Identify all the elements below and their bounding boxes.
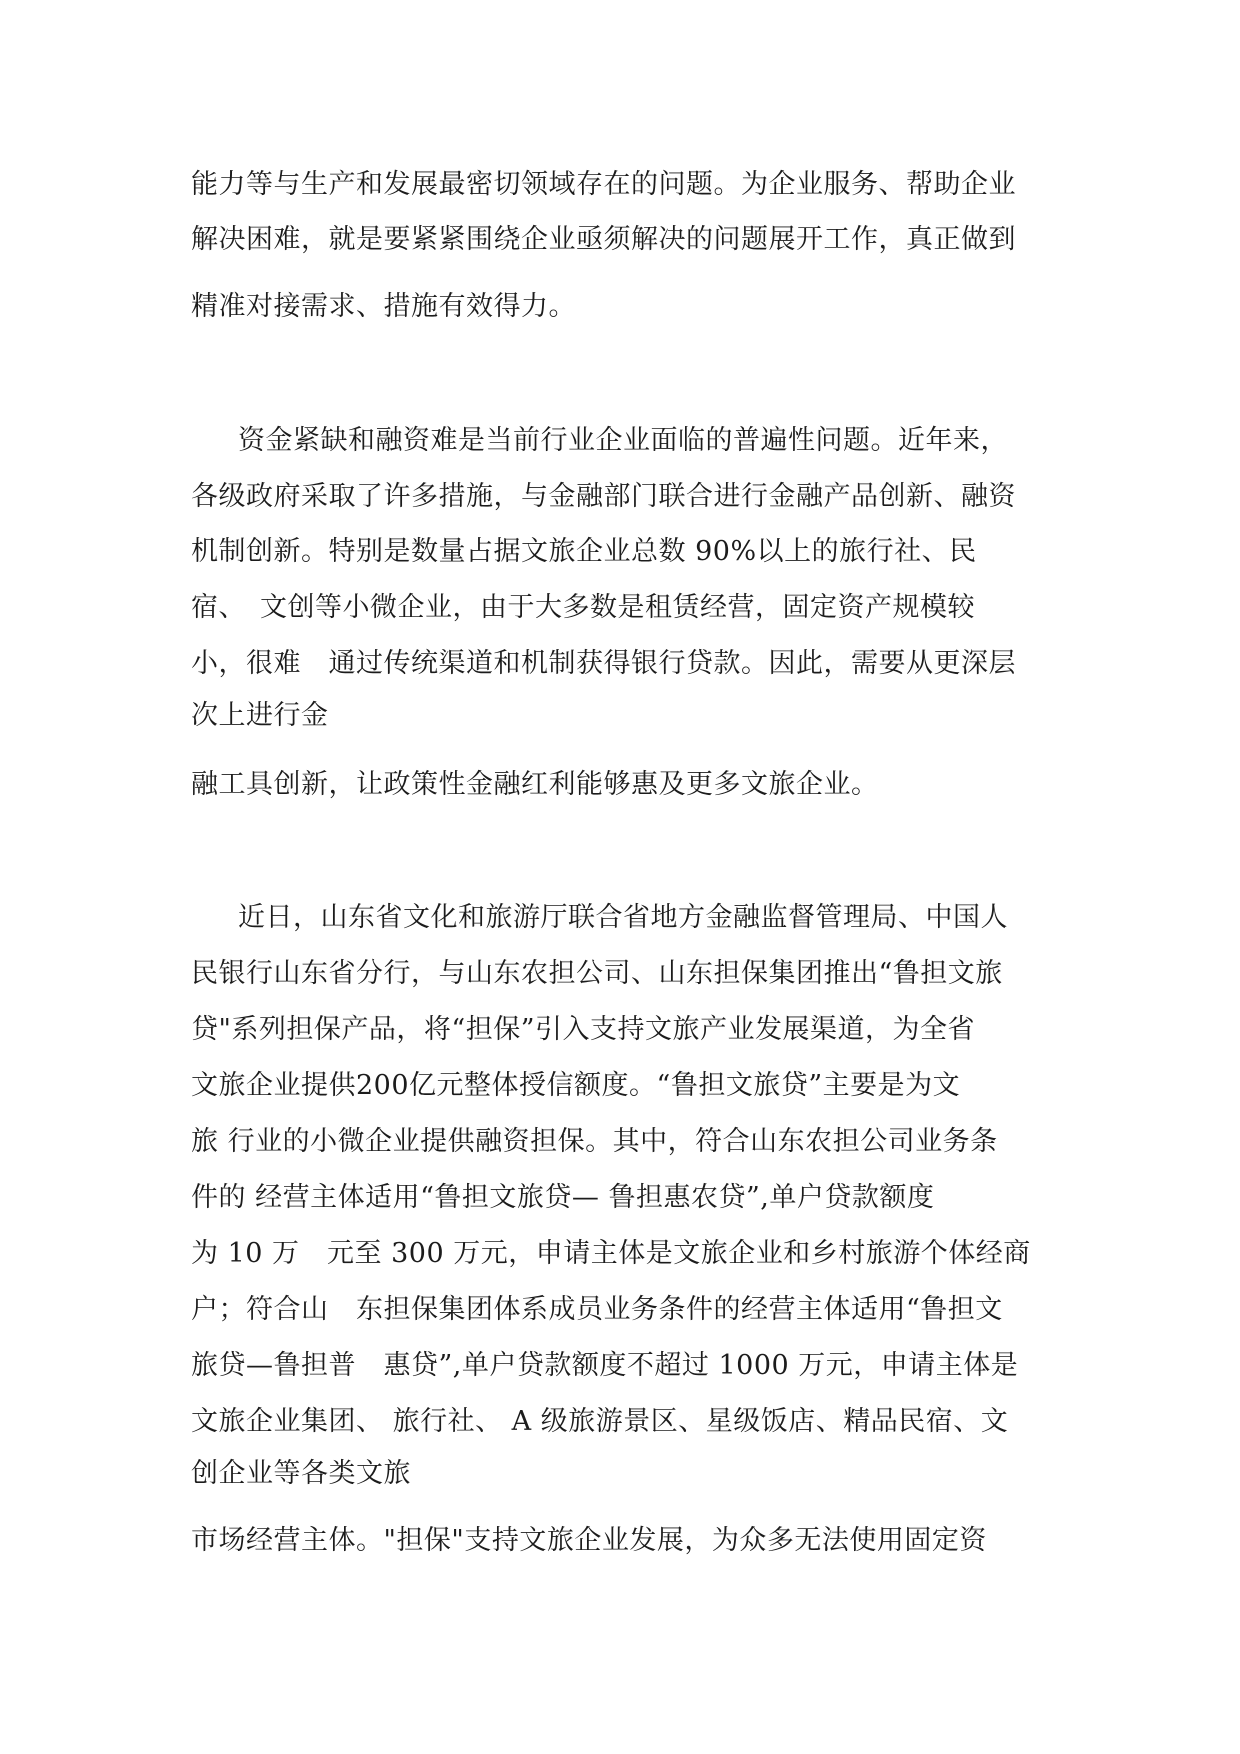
text-line: 市场经营主体。"担保"支持文旅企业发展，为众多无法使用固定资: [191, 1525, 987, 1556]
text-line: 能力等与生产和发展最密切领域存在的问题。为企业服务、帮助企业: [191, 169, 1016, 200]
text-line: 旅贷—鲁担普 惠贷”,单户贷款额度不超过 1000 万元，申请主体是: [191, 1350, 1019, 1381]
text-line: 贷"系列担保产品，将“担保”引入支持文旅产业发展渠道，为全省: [191, 1014, 976, 1045]
text-line: 次上进行金: [191, 700, 329, 731]
paragraph-first-line: 资金紧缺和融资难是当前行业企业面临的普遍性问题。近年来，: [238, 425, 1008, 456]
text-line: 解决困难，就是要紧紧围绕企业亟须解决的问题展开工作，真正做到: [191, 224, 1016, 255]
text-line: 宿、 文创等小微企业，由于大多数是租赁经营，固定资产规模较: [191, 592, 975, 623]
paragraph-first-line: 近日，山东省文化和旅游厅联合省地方金融监督管理局、中国人: [238, 902, 1008, 933]
text-line: 各级政府采取了许多措施，与金融部门联合进行金融产品创新、融资: [191, 481, 1016, 512]
text-line: 融工具创新，让政策性金融红利能够惠及更多文旅企业。: [191, 769, 879, 800]
text-line: 创企业等各类文旅: [191, 1458, 411, 1489]
text-line: 精准对接需求、措施有效得力。: [191, 291, 576, 322]
text-line: 机制创新。特别是数量占据文旅企业总数 90%以上的旅行社、民: [191, 536, 977, 567]
text-line: 旅 行业的小微企业提供融资担保。其中，符合山东农担公司业务条: [191, 1126, 998, 1157]
text-line: 小，很难 通过传统渠道和机制获得银行贷款。因此，需要从更深层: [191, 648, 1016, 679]
text-line: 文旅企业集团、 旅行社、 A 级旅游景区、星级饭店、精品民宿、文: [191, 1406, 1009, 1437]
text-line: 户；符合山 东担保集团体系成员业务条件的经营主体适用“鲁担文: [191, 1294, 1003, 1325]
text-line: 件的 经营主体适用“鲁担文旅贷— 鲁担惠农贷”,单户贷款额度: [191, 1182, 935, 1213]
text-line: 文旅企业提供200亿元整体授信额度。“鲁担文旅贷”主要是为文: [191, 1070, 961, 1101]
text-line: 为 10 万 元至 300 万元，申请主体是文旅企业和乡村旅游个体经商: [191, 1238, 1031, 1269]
text-line: 民银行山东省分行，与山东农担公司、山东担保集团推出“鲁担文旅: [191, 958, 1003, 989]
